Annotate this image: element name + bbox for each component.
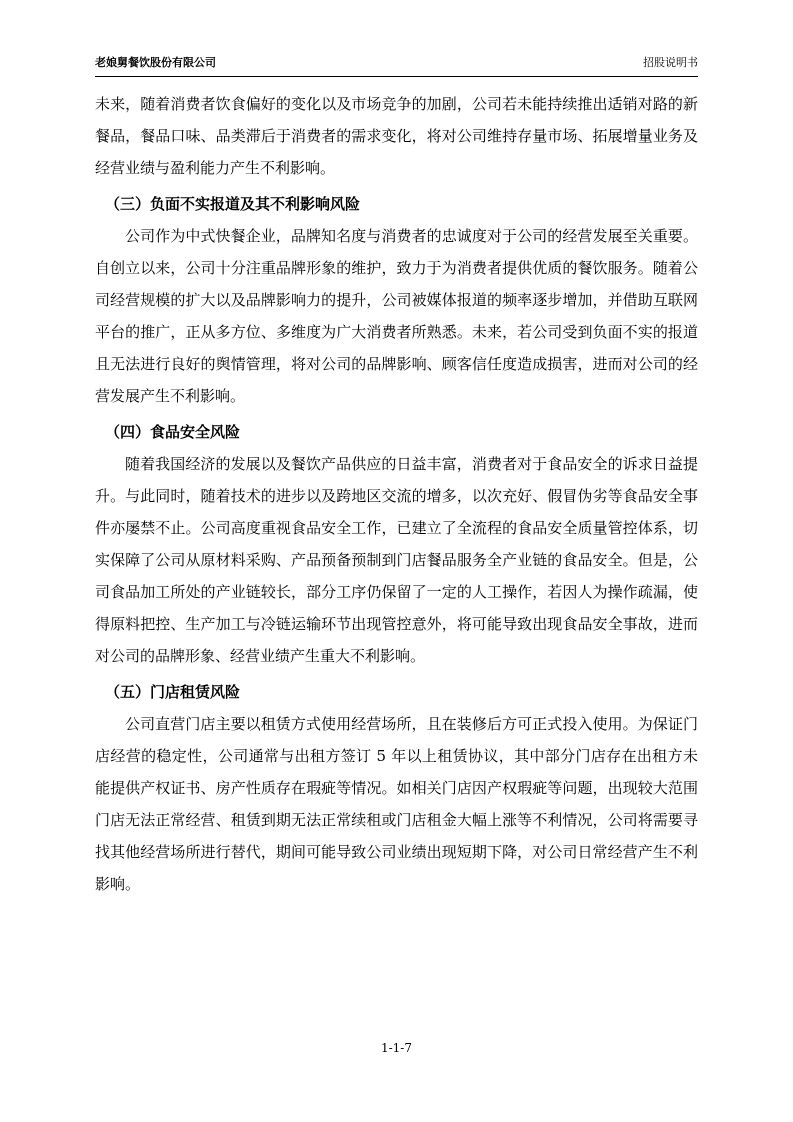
- section-paragraph: 公司作为中式快餐企业，品牌知名度与消费者的忠诚度对于公司的经营发展至关重要。自创立以来，公司十分注重品牌形象的维护，致力于为消费者提供优质的餐饮服务。随着公司经营规模的扩大以及品牌影响力的提升，公司被媒体报道的频率逐步增加，并借助互联网平台的推广，正从多方位、多维度为广大消费者所熟悉。未来，若公司受到负面不实的报道且无法进行良好的舆情管理，将对公司的品牌影响、顾客信任度造成损害，进而对公司的经营发展产生不利影响。: [95, 227, 698, 405]
- section-heading: （四）食品安全风险: [105, 423, 241, 441]
- section-heading: （三）负面不实报道及其不利影响风险: [105, 195, 361, 213]
- section-paragraph: 公司直营门店主要以租赁方式使用经营场所，且在装修后方可正式投入使用。为保证门店经营的稳定性，公司通常与出租方签订 5 年以上租赁协议，其中部分门店存在出租方未能提供产权证书、房产性质存在瑕疵等情况。如相关门店因产权瑕疵等问题，出现较大范围门店无法正常经营、租赁到期无法正常续租或门店租金大幅上涨等不利情况，公司将需要寻找其他经营场所进行替代，期间可能导致公司业绩出现短期下降，对公司日常经营产生不利影响。: [95, 715, 698, 893]
- section-heading: （五）门店租赁风险: [105, 683, 241, 701]
- intro-paragraph: 未来，随着消费者饮食偏好的变化以及市场竞争的加剧，公司若未能持续推出适销对路的新餐品，餐品口味、品类滞后于消费者的需求变化，将对公司维持存量市场、拓展增量业务及经营业绩与盈利能力产生不利影响。: [95, 95, 698, 177]
- section-store-lease: [95, 676, 698, 900]
- company-name: 老娘舅餐饮股份有限公司: [95, 56, 216, 69]
- page-body: [95, 88, 698, 900]
- page-number: 1-1-7: [380, 1041, 412, 1055]
- section-paragraph: 随着我国经济的发展以及餐饮产品供应的日益丰富，消费者对于食品安全的诉求日益提升。与此同时，随着技术的进步以及跨地区交流的增多，以次充好、假冒伪劣等食品安全事件亦屡禁不止。公司高度重视食品安全工作，已建立了全流程的食品安全质量管控体系，切实保障了公司从原材料采购、产品预备预制到门店餐品服务全产业链的食品安全。但是，公司食品加工所处的产业链较长，部分工序仍保留了一定的人工操作，若因人为操作疏漏，使得原料把控、生产加工与冷链运输环节出现管控意外，将可能导致出现食品安全事故，进而对公司的品牌形象、经营业绩产生重大不利影响。: [95, 455, 698, 665]
- section-negative-reports: [95, 188, 698, 412]
- document-type: 招股说明书: [643, 56, 698, 69]
- section-food-safety: [95, 416, 698, 672]
- page-header: [95, 56, 698, 77]
